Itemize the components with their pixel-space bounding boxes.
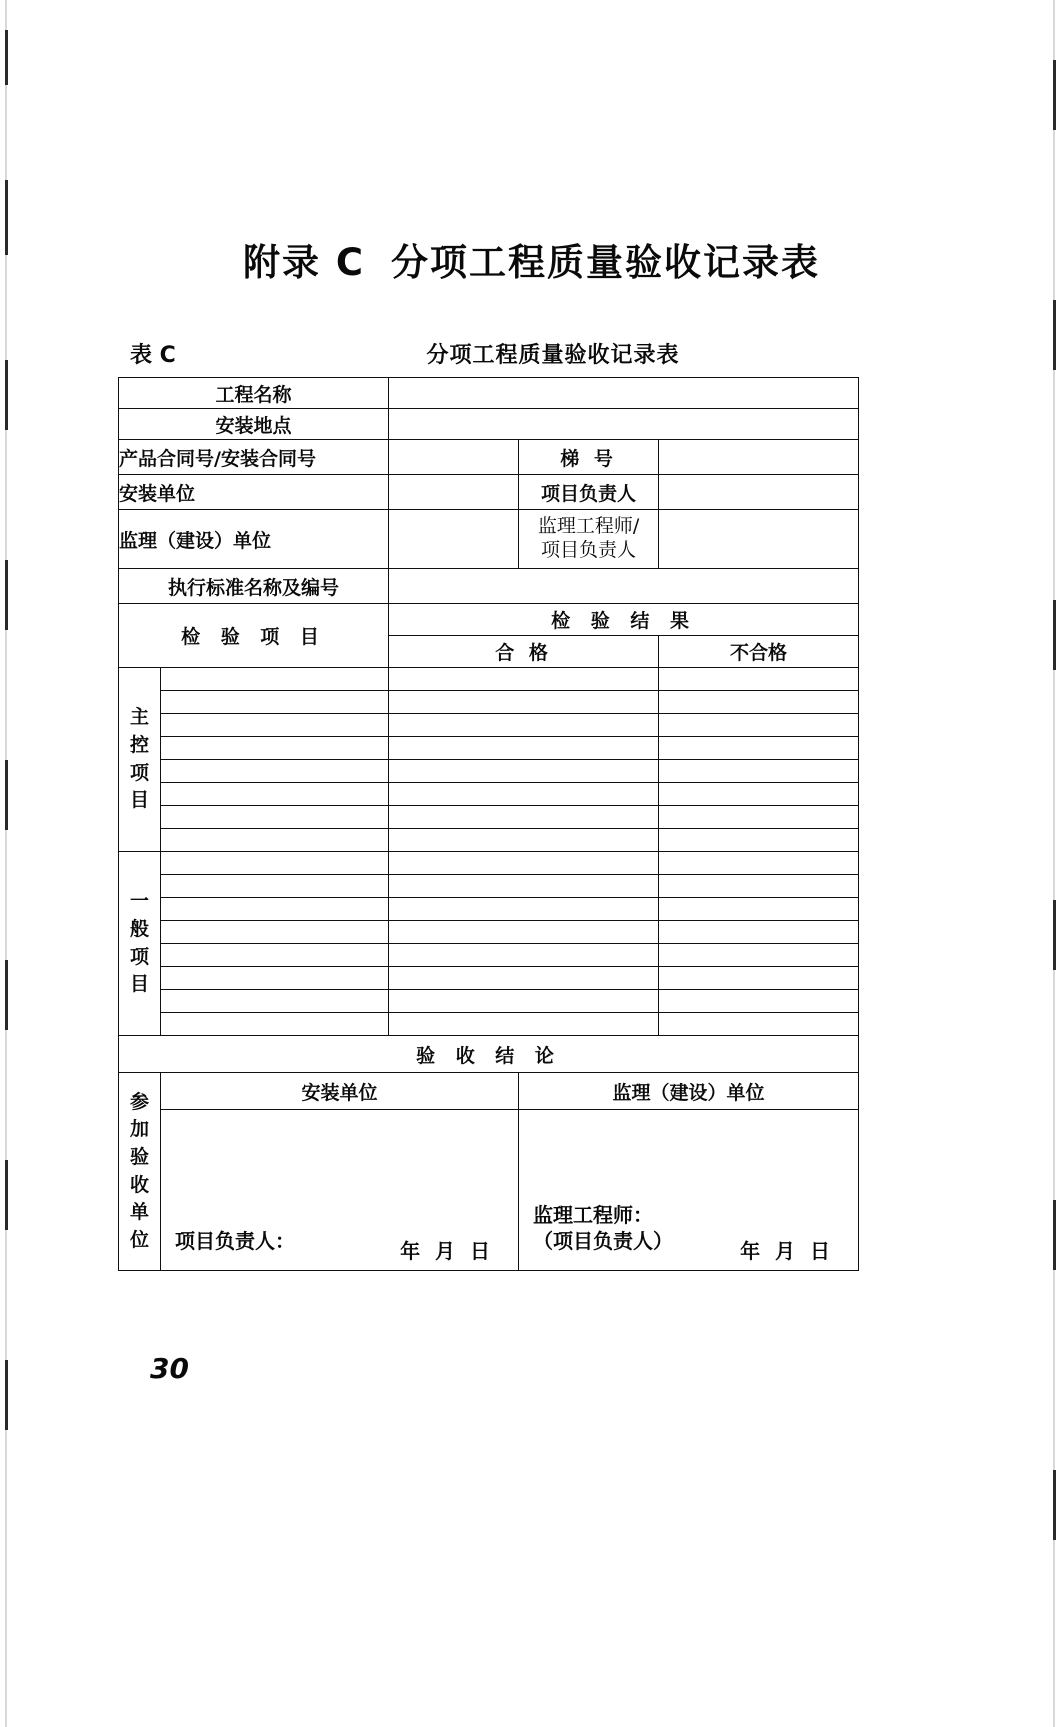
section-label-participants-char: 验 [129, 1145, 149, 1168]
general-item-fail[interactable] [659, 1013, 859, 1036]
table-caption-left: 表 C [130, 343, 176, 368]
signature-date-supervision[interactable]: 年 月 日 [740, 1239, 835, 1263]
section-label-participants-char: 单 [129, 1201, 149, 1224]
scan-tick [5, 960, 8, 1030]
general-item-pass[interactable] [389, 898, 659, 921]
dominant-item-text[interactable] [161, 714, 389, 737]
section-label-participants [119, 1073, 161, 1271]
general-item-text[interactable] [161, 990, 389, 1013]
general-item-text[interactable] [161, 1013, 389, 1036]
section-label-general-char: 项 [129, 945, 149, 968]
dominant-item-fail[interactable] [659, 714, 859, 737]
general-item-pass[interactable] [389, 852, 659, 875]
dominant-item-text[interactable] [161, 829, 389, 852]
label-contract-no: 产品合同号/安装合同号 [119, 440, 389, 475]
dominant-item-pass[interactable] [389, 691, 659, 714]
table-row-general-item [119, 852, 859, 875]
dominant-item-fail[interactable] [659, 760, 859, 783]
general-item-text[interactable] [161, 921, 389, 944]
section-label-dominant [119, 668, 161, 852]
conclusion-title: 验 收 结 论 [119, 1036, 859, 1073]
header-inspection-result: 检 验 结 果 [389, 604, 859, 636]
value-install-site[interactable] [389, 409, 859, 440]
section-label-general-char: 般 [129, 917, 149, 940]
table-row-dominant-item [119, 714, 859, 737]
acceptance-record-table [118, 377, 859, 1271]
general-item-fail[interactable] [659, 967, 859, 990]
signature-label-install: 项目负责人： [175, 1229, 295, 1253]
table-row-general-item [119, 944, 859, 967]
label-project-leader: 项目负责人 [519, 475, 659, 510]
general-item-pass[interactable] [389, 921, 659, 944]
general-item-text[interactable] [161, 852, 389, 875]
value-standard[interactable] [389, 569, 859, 604]
general-item-fail[interactable] [659, 852, 859, 875]
scan-tick [5, 560, 8, 630]
label-supervision-engineer-line1: 监理工程师/ [537, 515, 640, 538]
dominant-item-text[interactable] [161, 783, 389, 806]
general-item-pass[interactable] [389, 944, 659, 967]
table-row-dominant-item [119, 783, 859, 806]
general-item-pass[interactable] [389, 990, 659, 1013]
scan-tick [5, 760, 8, 830]
general-item-text[interactable] [161, 875, 389, 898]
value-install-unit[interactable] [389, 475, 519, 510]
section-label-dominant-char: 目 [129, 789, 149, 812]
conclusion-column-install-unit: 安装单位 [161, 1073, 519, 1110]
table-row-general-item [119, 1013, 859, 1036]
label-supervision-engineer [519, 510, 659, 569]
table-caption-center: 分项工程质量验收记录表 [426, 343, 680, 368]
scan-tick [5, 1360, 8, 1430]
value-project-leader[interactable] [659, 475, 859, 510]
appendix-title [0, 232, 1063, 286]
dominant-item-fail[interactable] [659, 829, 859, 852]
dominant-item-fail[interactable] [659, 783, 859, 806]
label-supervision-unit: 监理（建设）单位 [119, 510, 389, 569]
value-project-name[interactable] [389, 378, 859, 409]
table-row-dominant-item [119, 691, 859, 714]
section-label-dominant-char: 控 [129, 733, 149, 756]
scan-tick [5, 30, 8, 85]
scan-tick [1053, 1200, 1056, 1270]
section-label-participants-char: 参 [129, 1090, 149, 1113]
table-row-dominant-item [119, 668, 859, 691]
label-install-site: 安装地点 [119, 409, 389, 440]
table-row-inspection-header [119, 604, 859, 636]
signature-label-supervision: 监理工程师： [533, 1203, 654, 1227]
table-row-dominant-item [119, 760, 859, 783]
value-supervision-unit[interactable] [389, 510, 519, 569]
general-item-text[interactable] [161, 967, 389, 990]
table-row-dominant-item [119, 829, 859, 852]
label-supervision-engineer-line2: 项目负责人 [541, 539, 637, 561]
page-number: 30 [150, 1352, 189, 1385]
general-item-fail[interactable] [659, 898, 859, 921]
table-row-contract-no [119, 440, 859, 475]
dominant-item-pass[interactable] [389, 714, 659, 737]
scan-tick [1053, 1470, 1056, 1540]
table-row-install-site [119, 409, 859, 440]
scan-tick [1053, 60, 1056, 130]
table-caption [118, 338, 878, 368]
scan-tick [1053, 300, 1056, 370]
scan-tick [5, 1160, 8, 1230]
general-item-text[interactable] [161, 944, 389, 967]
dominant-item-pass[interactable] [389, 760, 659, 783]
table-row-general-item [119, 967, 859, 990]
dominant-item-text[interactable] [161, 737, 389, 760]
conclusion-column-supervision-unit: 监理（建设）单位 [519, 1073, 859, 1110]
section-label-general-char: 目 [129, 973, 149, 996]
table-row-general-item [119, 990, 859, 1013]
appendix-title-body: 分项工程质量验收记录表 [391, 241, 821, 284]
section-label-participants-char: 加 [129, 1118, 149, 1141]
scan-tick [1053, 900, 1056, 970]
section-label-participants-char: 收 [129, 1173, 149, 1196]
table-row-signatures [119, 1110, 859, 1271]
signature-block-supervision[interactable] [519, 1110, 859, 1271]
dominant-item-fail[interactable] [659, 668, 859, 691]
general-item-pass[interactable] [389, 1013, 659, 1036]
scan-tick [5, 360, 8, 430]
header-fail: 不合格 [659, 636, 859, 668]
value-contract-no[interactable] [389, 440, 519, 475]
label-standard: 执行标准名称及编号 [119, 569, 389, 604]
table-row-general-item [119, 875, 859, 898]
table-row-general-item [119, 898, 859, 921]
header-pass: 合 格 [389, 636, 659, 668]
dominant-item-pass[interactable] [389, 783, 659, 806]
label-project-name: 工程名称 [119, 378, 389, 409]
label-install-unit: 安装单位 [119, 475, 389, 510]
dominant-item-fail[interactable] [659, 806, 859, 829]
value-lift-no[interactable] [659, 440, 859, 475]
table-row-general-item [119, 921, 859, 944]
dominant-item-fail[interactable] [659, 691, 859, 714]
header-inspection-items: 检 验 项 目 [119, 604, 389, 668]
section-label-participants-char: 位 [129, 1228, 149, 1251]
dominant-item-text[interactable] [161, 691, 389, 714]
signature-date-install[interactable]: 年 月 日 [400, 1239, 495, 1263]
label-lift-no: 梯 号 [519, 440, 659, 475]
general-item-text[interactable] [161, 898, 389, 921]
table-row-supervision-unit [119, 510, 859, 569]
general-item-pass[interactable] [389, 875, 659, 898]
table-row-dominant-item [119, 806, 859, 829]
general-item-fail[interactable] [659, 921, 859, 944]
dominant-item-pass[interactable] [389, 829, 659, 852]
dominant-item-text[interactable] [161, 806, 389, 829]
signature-block-install[interactable] [161, 1110, 519, 1271]
dominant-item-pass[interactable] [389, 806, 659, 829]
table-row-standard [119, 569, 859, 604]
section-label-general [119, 852, 161, 1036]
dominant-item-pass[interactable] [389, 737, 659, 760]
table-row-conclusion-title [119, 1036, 859, 1073]
general-item-fail[interactable] [659, 875, 859, 898]
section-label-dominant-char: 项 [129, 761, 149, 784]
section-label-general-char: 一 [129, 890, 149, 913]
scan-tick [1053, 600, 1056, 670]
signature-label-supervision-sub: （项目负责人） [533, 1229, 674, 1253]
table-row-project-name [119, 378, 859, 409]
value-supervision-engineer[interactable] [659, 510, 859, 569]
table-row-conclusion-columns [119, 1073, 859, 1110]
general-item-pass[interactable] [389, 967, 659, 990]
appendix-title-prefix: 附录 C [242, 241, 366, 284]
dominant-item-text[interactable] [161, 760, 389, 783]
section-label-dominant-char: 主 [129, 706, 149, 729]
dominant-item-text[interactable] [161, 668, 389, 691]
general-item-fail[interactable] [659, 944, 859, 967]
dominant-item-pass[interactable] [389, 668, 659, 691]
dominant-item-fail[interactable] [659, 737, 859, 760]
table-row-install-unit [119, 475, 859, 510]
general-item-fail[interactable] [659, 990, 859, 1013]
table-row-dominant-item [119, 737, 859, 760]
